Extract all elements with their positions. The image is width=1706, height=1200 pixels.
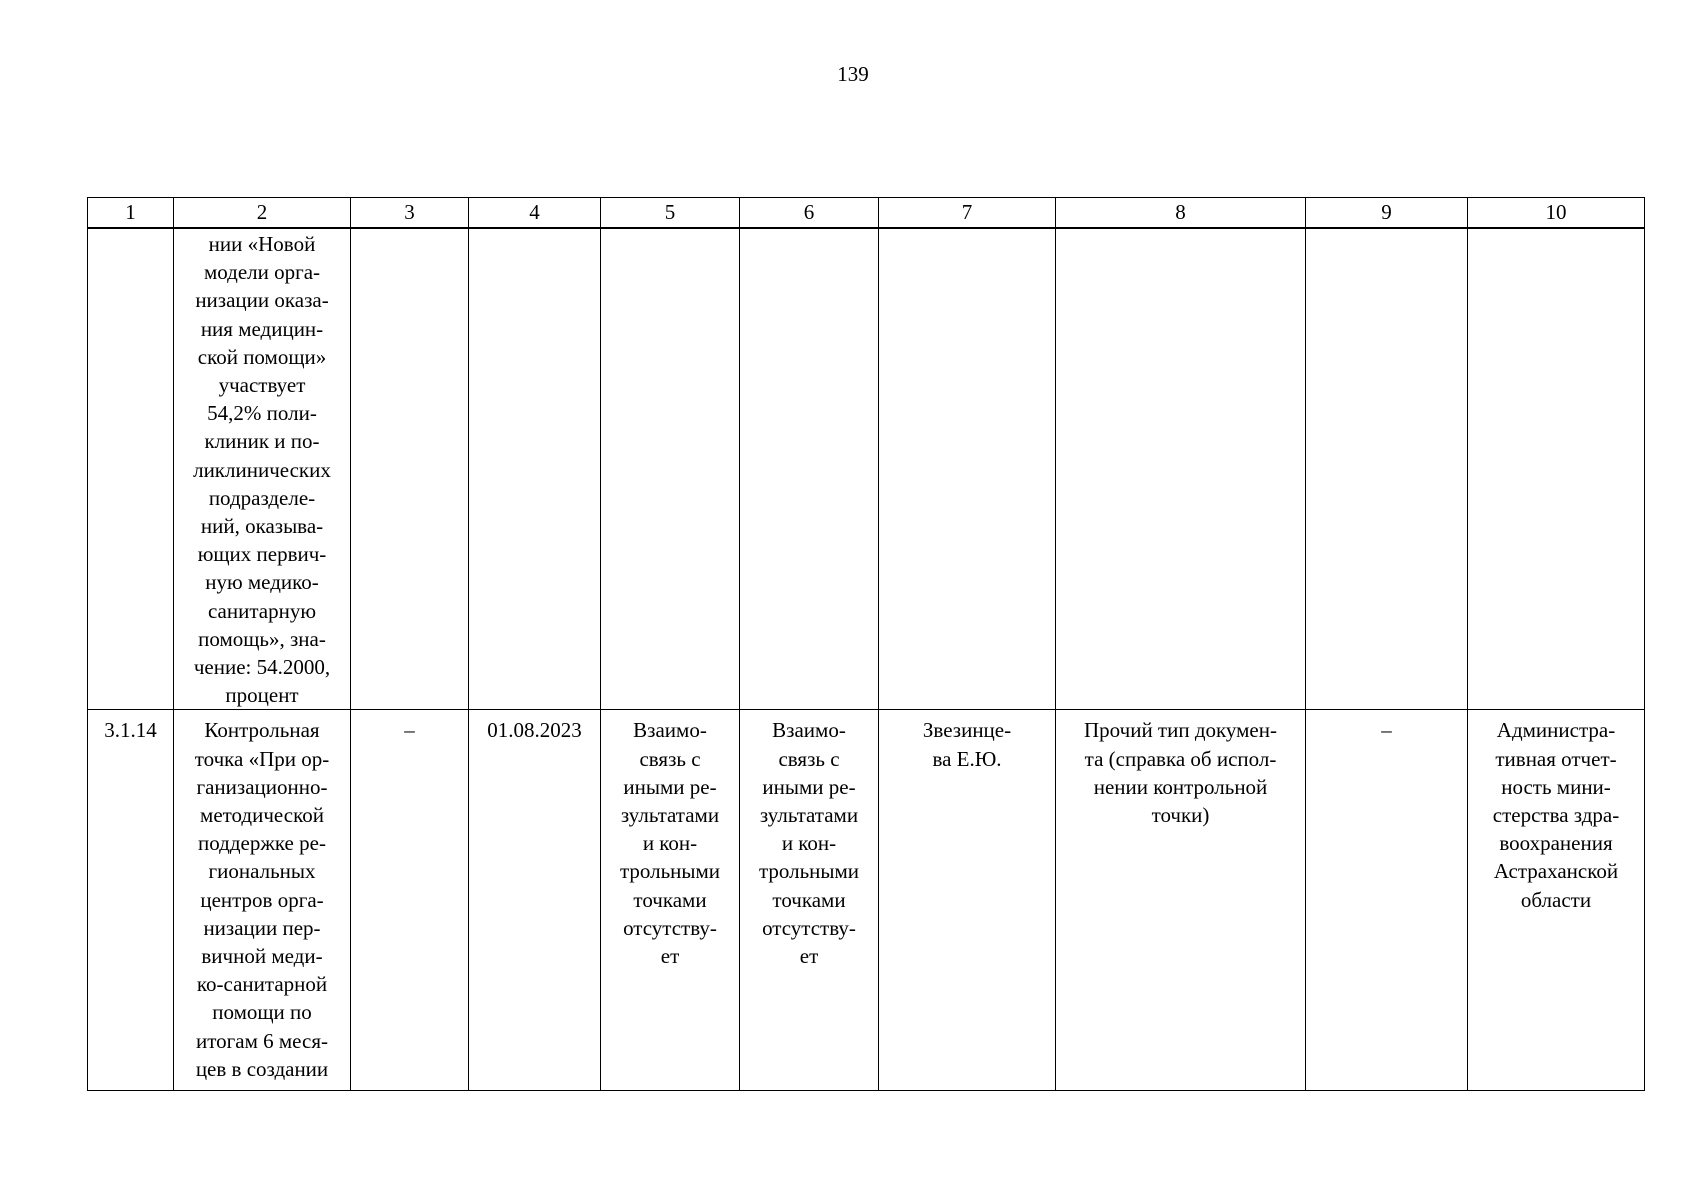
table-row [88,228,1645,710]
cell-col-4 [469,228,601,710]
header-col-6: 6 [740,198,879,229]
cell-col-3: – [351,710,469,1091]
page-number: 139 [837,62,869,86]
header-col-2: 2 [174,198,351,229]
header-col-1: 1 [88,198,174,229]
cell-col-10 [1468,228,1645,710]
cell-col-5 [601,228,740,710]
header-row [88,198,1645,229]
cell-col-9 [1306,228,1468,710]
cell-col-9: – [1306,710,1468,1091]
header-col-7: 7 [879,198,1056,229]
cell-date: 01.08.2023 [469,710,601,1091]
cell-responsible: Звезинце- ва Е.Ю. [879,710,1056,1091]
header-col-3: 3 [351,198,469,229]
cell-document-type: Прочий тип докумен- та (справка об испол- нении контрольной точки) [1056,710,1306,1091]
main-table [87,197,1645,1091]
header-col-4: 4 [469,198,601,229]
header-col-5: 5 [601,198,740,229]
cell-number: 3.1.14 [88,710,174,1091]
cell-col-5: Взаимо- связь с иными ре- зультатами и кон- трольными точками отсутству- ет [601,710,740,1091]
cell-col-3 [351,228,469,710]
cell-col-7 [879,228,1056,710]
cell-name: Контрольная точка «При ор- ганизационно- методической поддержке ре- гиональных центров орга- низации пер- вичной меди- ко-санитарной помощи по итогам 6 меся- цев в создании [174,710,351,1091]
cell-col-6: Взаимо- связь с иными ре- зультатами и кон- трольными точками отсутству- ет [740,710,879,1091]
cell-name: нии «Новой модели орга- низации оказа- ния медицин- ской помощи» участвует 54,2% поли- клиник и по- ликлинических подразделе- ний, оказыва- ющих первич- ную медико- санитарную помощь», зна- чение: 54.2000, процент [174,228,351,710]
header-col-8: 8 [1056,198,1306,229]
header-col-10: 10 [1468,198,1645,229]
cell-col-8 [1056,228,1306,710]
cell-number [88,228,174,710]
cell-source: Администра- тивная отчет- ность мини- стерства здра- воохранения Астраханской области [1468,710,1645,1091]
cell-col-6 [740,228,879,710]
header-col-9: 9 [1306,198,1468,229]
table-row [88,710,1645,1091]
